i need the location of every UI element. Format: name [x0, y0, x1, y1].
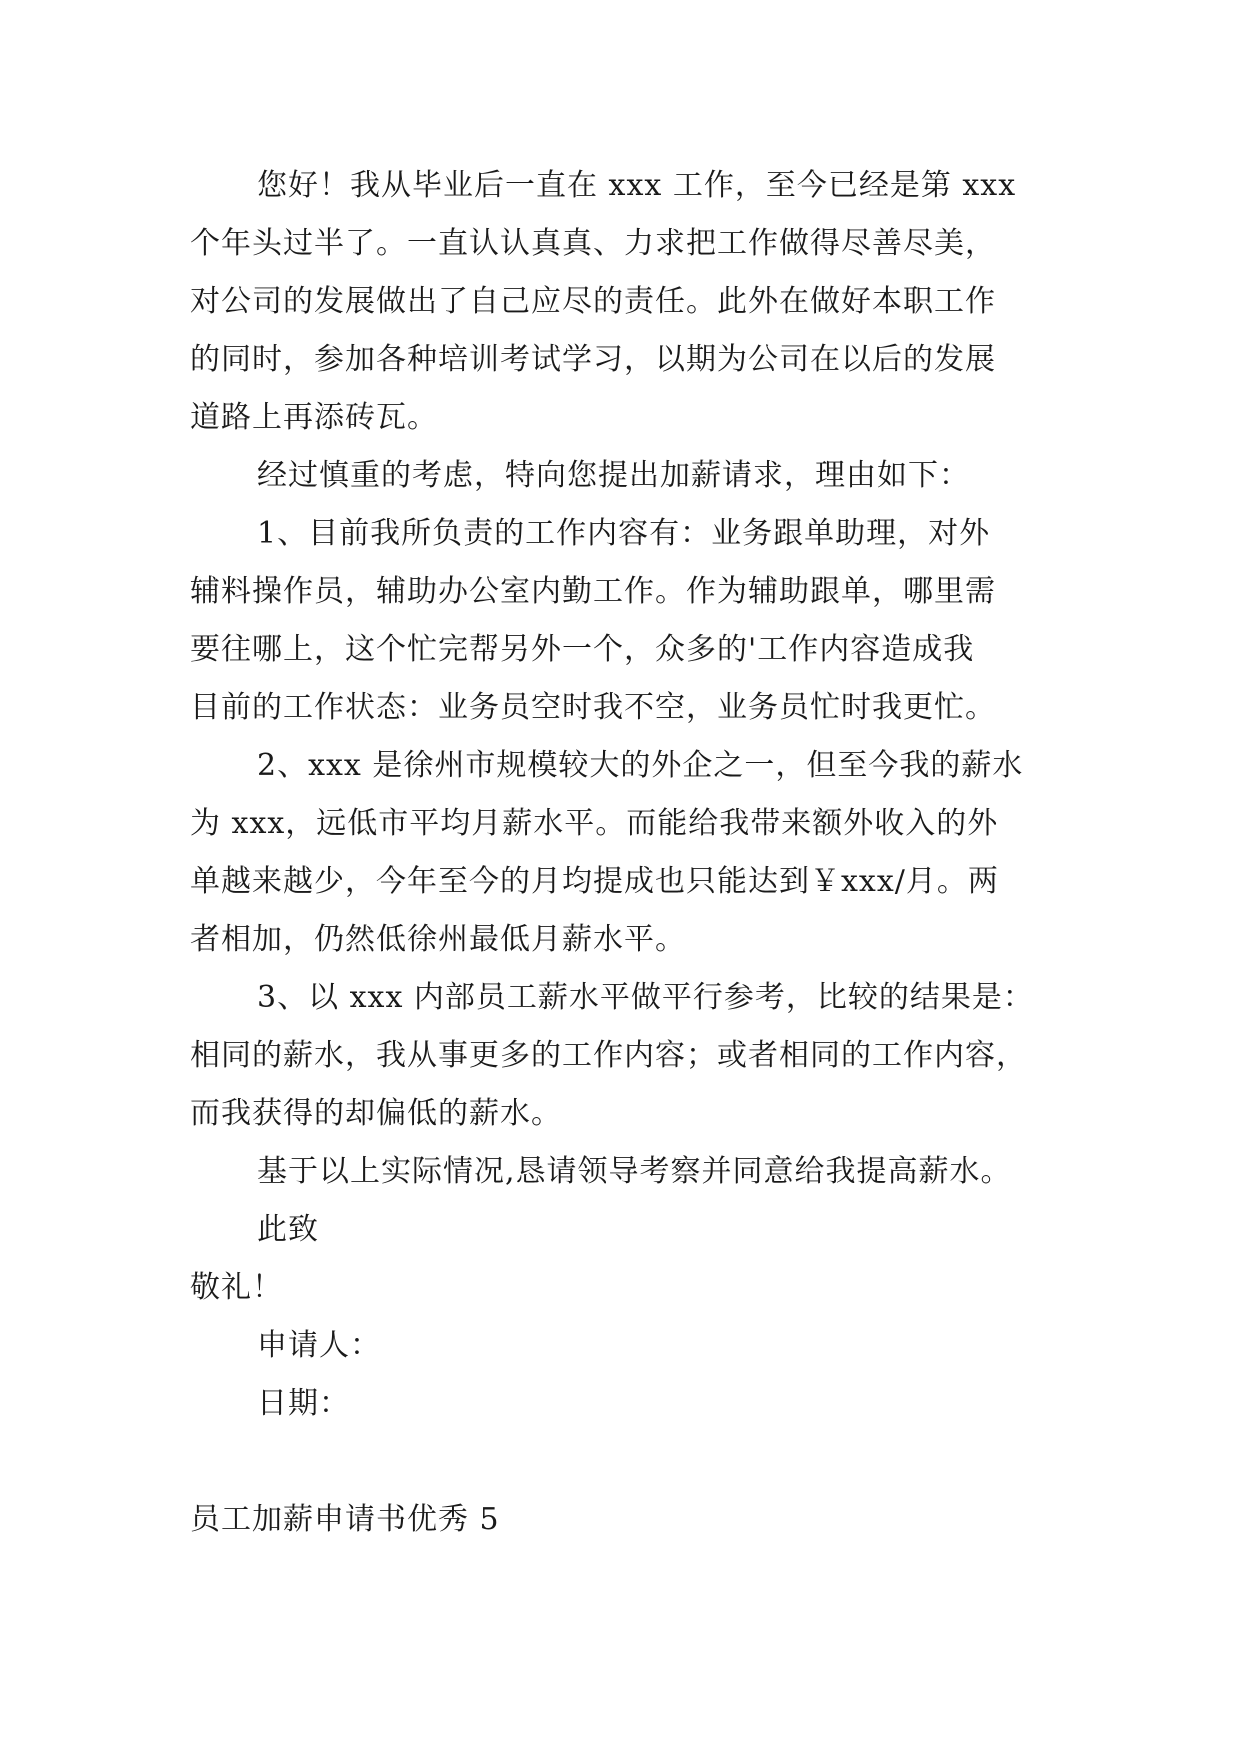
paragraph-line: 的同时，参加各种培训考试学习，以期为公司在以后的发展	[190, 342, 996, 377]
paragraph-line: 目前的工作状态：业务员空时我不空，业务员忙时我更忙。	[190, 690, 996, 725]
paragraph-line: 1、目前我所负责的工作内容有：业务跟单助理，对外	[257, 516, 991, 551]
paragraph-line: 而我获得的却偏低的薪水。	[190, 1096, 562, 1131]
section-heading: 员工加薪申请书优秀 5	[190, 1502, 500, 1537]
applicant-label: 申请人：	[257, 1328, 381, 1363]
paragraph-line: 3、以 xxx 内部员工薪水平做平行参考，比较的结果是：	[257, 980, 1034, 1015]
paragraph-line: 者相加，仍然低徐州最低月薪水平。	[190, 922, 686, 957]
paragraph-line: 2、xxx 是徐州市规模较大的外企之一，但至今我的薪水	[257, 748, 1024, 783]
paragraph-line: 要往哪上，这个忙完帮另外一个，众多的'工作内容造成我	[190, 632, 975, 667]
paragraph-line: 个年头过半了。一直认认真真、力求把工作做得尽善尽美，	[190, 226, 996, 261]
closing-line: 此致	[257, 1212, 319, 1247]
paragraph-line: 您好！我从毕业后一直在 xxx 工作，至今已经是第 xxx	[257, 168, 1017, 203]
paragraph-line: 对公司的发展做出了自己应尽的责任。此外在做好本职工作	[190, 284, 996, 319]
paragraph-line: 辅料操作员，辅助办公室内勤工作。作为辅助跟单，哪里需	[190, 574, 996, 609]
date-label: 日期：	[257, 1386, 350, 1421]
paragraph-line: 基于以上实际情况,恳请领导考察并同意给我提高薪水。	[257, 1154, 1012, 1189]
paragraph-line: 单越来越少，今年至今的月均提成也只能达到￥xxx/月。两	[190, 864, 999, 899]
paragraph-line: 相同的薪水，我从事更多的工作内容；或者相同的工作内容，	[190, 1038, 1027, 1073]
salutation-line: 敬礼！	[190, 1270, 283, 1305]
paragraph-line: 经过慎重的考虑，特向您提出加薪请求，理由如下：	[257, 458, 970, 493]
paragraph-line: 为 xxx，远低市平均月薪水平。而能给我带来额外收入的外	[190, 806, 999, 841]
paragraph-line: 道路上再添砖瓦。	[190, 400, 438, 435]
